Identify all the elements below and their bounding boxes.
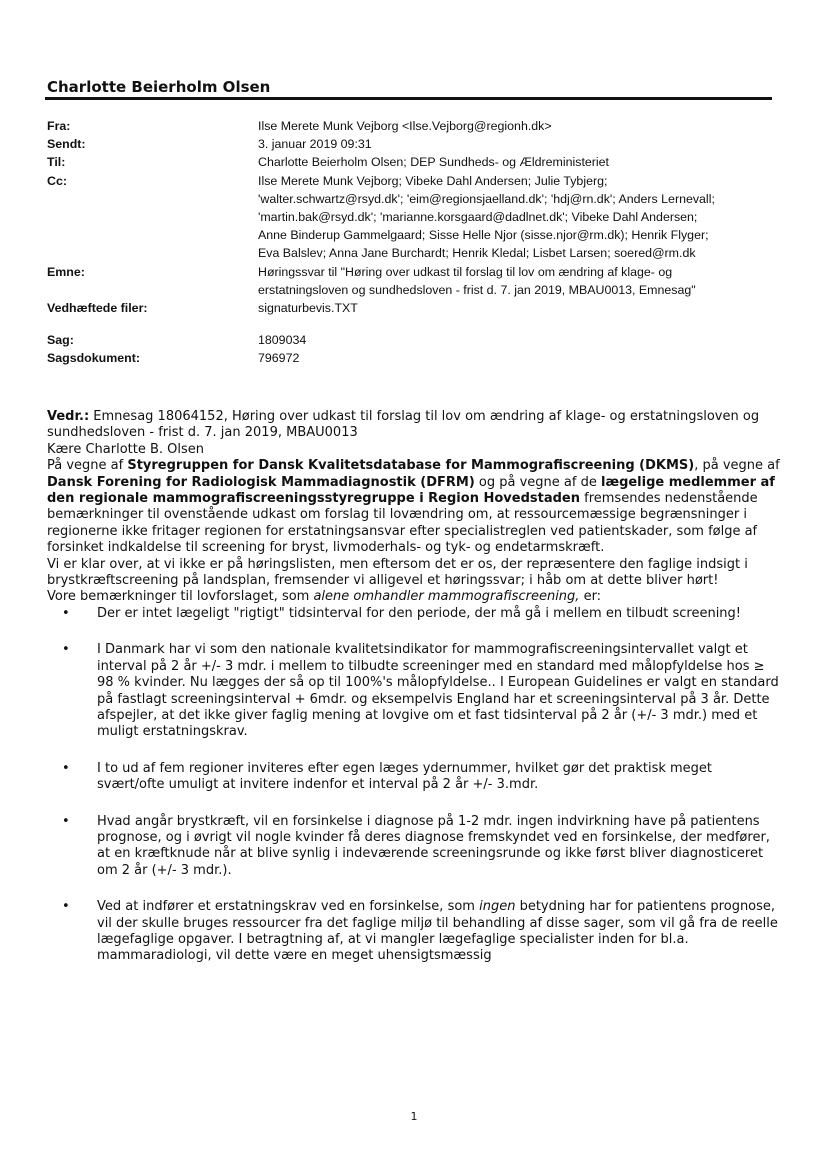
cc-label: Cc: bbox=[47, 173, 67, 188]
list-item bbox=[47, 606, 782, 622]
dfrm-name: Dansk Forening for Radiologisk Mammadiagnostik (DFRM) bbox=[47, 474, 475, 490]
subject-prefix: Vedr.: bbox=[47, 409, 90, 424]
page-number: 1 bbox=[410, 1110, 418, 1123]
remarks-list bbox=[47, 606, 782, 965]
sent-value: 3. januar 2019 09:31 bbox=[258, 137, 372, 152]
from-label: Fra: bbox=[47, 119, 71, 133]
case-value: 1809034 bbox=[258, 333, 307, 348]
header-divider bbox=[45, 97, 772, 100]
attachments-label: Vedhæftede filer: bbox=[47, 301, 148, 316]
meta-row-case bbox=[47, 331, 777, 349]
subject-value: Høringssvar til "Høring over udkast til forslag til lov om ændring af klage- og erstatningsloven og sundhedsloven - frist d. 7. jan 2019, MBAU0013, Emnesag" bbox=[258, 264, 696, 297]
list-item-text: betydning har for patientens prognose, vil der skulle bruges ressourcer fra det faglige miljø til behandling af disse sager, som vil gå fra de reelle lægefaglige opgaver. I betragtning af, at vi mangler lægefaglige specialister inden for bl.a. mammaradiologi, vil dette være en meget uhensigtsmæssig bbox=[97, 899, 778, 964]
cc-value: Ilse Merete Munk Vejborg; Vibeke Dahl Andersen; Julie Tybjerg; 'walter.schwartz@rsyd.dk'; 'eim@regionsjaelland.dk'; 'hdj@rn.dk'; Anders Lernevall; 'martin.bak@rsyd.dk'; 'marianne.korsgaard@dadlnet.dk'; Vibeke Dahl Andersen; Anne Binderup Gammelgaard; Sisse Helle Njor (sisse.njor@rm.dk); Henrik Flyger; Eva Balslev; Anna Jane Burchardt; Henrik Kledal; Lisbet Larsen; soered@rm.dk bbox=[258, 173, 715, 261]
meta-row-from bbox=[47, 117, 777, 135]
sent-label: Sendt: bbox=[47, 137, 86, 152]
list-item-text: I to ud af fem regioner inviteres efter egen læges ydernummer, hvilket gør det praktisk meget svært/ofte umuligt at invitere indenfor et interval på 2 år +/- 3.mdr. bbox=[97, 760, 713, 793]
intro-paragraph-2: Vi er klar over, at vi ikke er på høringslisten, men eftersom det er os, der repræsentere den faglige indsigt i brystkræftscreening på landsplan, fremsender vi alligevel et høringssvar; i håb om at dette bliver hørt! bbox=[47, 556, 748, 589]
list-item-text: Hvad angår brystkræft, vil en forsinkelse i diagnose på 1-2 mdr. ingen indvirkning have på patientens prognose, og i øvrigt vil nogle kvinder få deres diagnose fremskyndet ved en forsinkelse, der medfører, at en kræftknude når at blive synlig i indeværende screeningsrunde og ikke først bliver diagnosticeret om 2 år (+/- 3 mdr.). bbox=[97, 813, 770, 878]
case-label: Sag: bbox=[47, 333, 74, 348]
email-metadata bbox=[47, 117, 777, 368]
bullet-icon: • bbox=[62, 899, 70, 915]
list-item bbox=[47, 761, 782, 794]
lead-emphasis: alene omhandler mammografiscreening, bbox=[313, 589, 580, 605]
from-value: Ilse Merete Munk Vejborg <Ilse.Vejborg@regionh.dk> bbox=[258, 119, 552, 133]
bullet-icon: • bbox=[62, 642, 70, 658]
meta-row-subject bbox=[47, 263, 777, 299]
letter-body bbox=[47, 409, 782, 985]
lead-text: Vore bemærkninger til lovforslaget, som bbox=[47, 589, 314, 605]
intro-text: , på vegne af bbox=[694, 458, 780, 474]
bullet-icon: • bbox=[62, 605, 70, 621]
attachments-value: signaturbevis.TXT bbox=[258, 301, 358, 316]
intro-text: og på vegne af de bbox=[474, 474, 601, 490]
list-item-text: Ved at indfører et erstatningskrav ved en forsinkelse, som bbox=[97, 899, 480, 915]
sender-name-heading: Charlotte Beierholm Olsen bbox=[47, 78, 271, 96]
list-item-text: Der er intet lægeligt "rigtigt" tidsinterval for den periode, der må gå i mellem en tilbudt screening! bbox=[97, 605, 742, 621]
meta-row-cc bbox=[47, 172, 777, 263]
intro-text: På vegne af bbox=[47, 458, 128, 474]
to-label: Til: bbox=[47, 155, 66, 170]
meta-row-case-document bbox=[47, 349, 777, 367]
dkms-name: Styregruppen for Dansk Kvalitetsdatabase for Mammografiscreening (DKMS) bbox=[127, 458, 695, 474]
meta-row-to bbox=[47, 153, 777, 171]
list-item-emphasis: ingen bbox=[479, 899, 516, 915]
meta-row-sent bbox=[47, 135, 777, 153]
bullet-icon: • bbox=[62, 813, 70, 829]
meta-row-attachments bbox=[47, 299, 777, 317]
list-item bbox=[47, 814, 782, 880]
lead-text: er: bbox=[579, 589, 602, 605]
case-document-label: Sagsdokument: bbox=[47, 351, 140, 366]
bullet-icon: • bbox=[62, 760, 70, 776]
to-value: Charlotte Beierholm Olsen; DEP Sundheds- og Ældreministeriet bbox=[258, 155, 610, 170]
remarks-lead bbox=[47, 589, 782, 605]
greeting: Kære Charlotte B. Olsen bbox=[47, 441, 205, 457]
steering-group-name: lægelige medlemmer af den regionale mammografiscreeningsstyregruppe i Region Hovedstaden bbox=[47, 474, 775, 507]
list-item-text: I Danmark har vi som den nationale kvalitetsindikator for mammografiscreeningsintervallet valgt et interval på 2 år +/- 3 mdr. i mellem to tilbudte screeninger med en standard med målopfyldelse hos ≥ 98 % kvinder. Nu lægges der så op til 100%'s målopfyldelse.. I European Guidelines er valgt en standard på fastlagt screeningsinterval + 6mdr. og eksempelvis England har et screeningsinterval på 3 år. Dette afspejler, at det ikke giver faglig mening at lovgive om et fast tidsinterval på 2 år (+/- 3 mdr.) med et muligt erstatningskrav. bbox=[97, 642, 779, 740]
subject-text: Emnesag 18064152, Høring over udkast til forslag til lov om ændring af klage- og erstatningsloven og sundhedsloven - frist d. 7. jan 2019, MBAU0013 bbox=[47, 409, 760, 441]
case-document-value: 796972 bbox=[258, 351, 300, 366]
letter-subject bbox=[47, 409, 782, 442]
intro-paragraph bbox=[47, 458, 782, 556]
subject-label: Emne: bbox=[47, 264, 85, 279]
list-item bbox=[47, 899, 782, 965]
list-item bbox=[47, 642, 782, 740]
intro-text: fremsendes nedenstående bemærkninger til ovenstående udkast om forslag til lovændring om, at ressourcemæssige begrænsninger i regionerne ikke fritager regionen for erstatningsansvar efter specialistreglen ved patientskader, som følge af forsinket indkaldelse til screening for bryst, livmoderhals- og tyk- og endetarmskræft. bbox=[47, 491, 758, 556]
